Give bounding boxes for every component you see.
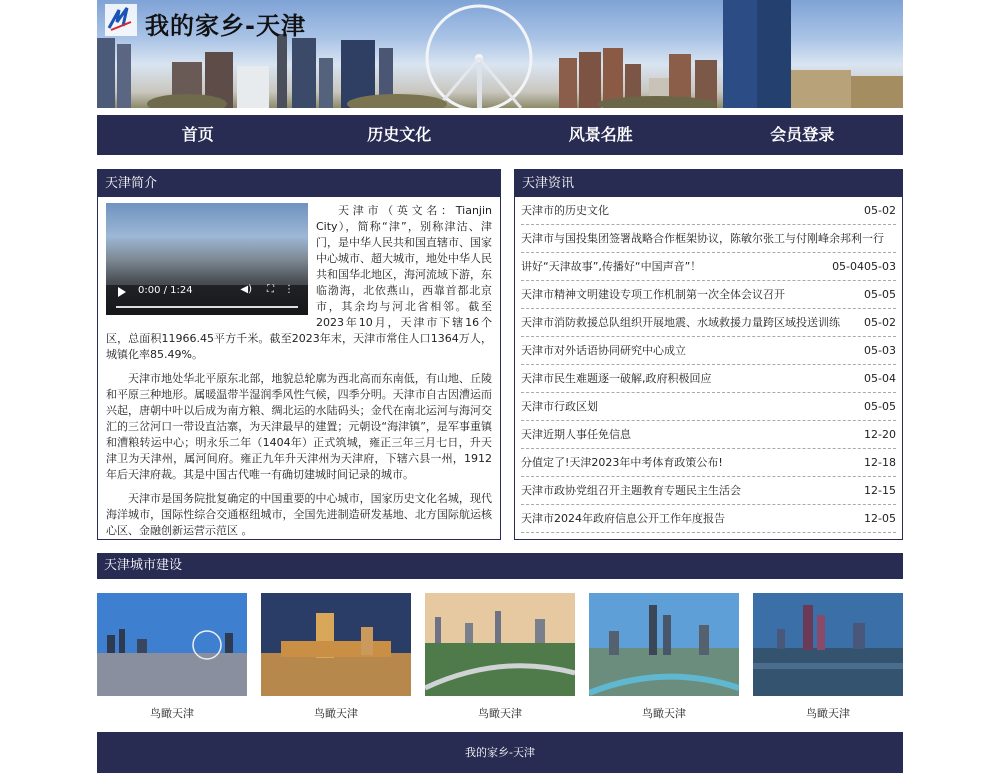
news-item[interactable]: 天津市民生难题逐一破解,政府积极回应 05-04 — [521, 366, 896, 393]
header-banner — [97, 0, 903, 108]
tianjin-logo[interactable] — [105, 4, 137, 36]
aerial-photo[interactable] — [261, 593, 411, 696]
volume-icon[interactable]: ◀) — [240, 284, 252, 295]
gallery-card[interactable] — [97, 593, 247, 721]
aerial-photo[interactable] — [425, 593, 575, 696]
gallery-card[interactable] — [589, 593, 739, 721]
aerial-photo[interactable] — [97, 593, 247, 696]
news-item[interactable]: 天津市政协党组召开主题教育专题民主生活会 12-15 — [521, 478, 896, 505]
city-build-gallery — [97, 593, 903, 721]
aerial-photo[interactable] — [753, 593, 903, 696]
intro-video-player[interactable] — [106, 203, 308, 315]
intro-paragraph: 天津市地处华北平原东北部，地貌总轮廓为西北高而东南低，有山地、丘陵和平原三种地形。属暖温带半湿润季风性气候，四季分明。天津市自古因漕运而兴起，唐朝中叶以后成为南方粮、绸北运的水陆码头；金代在南北运河与海河交汇的三岔河口一带设直沽寨，为天津最早的建置；元朝设“海津镇”，是军事重镇和漕粮转运中心；明永乐二年（1404年）正式筑城，雍正三年三月七日，升天津卫为天津州，属河间府。雍正九年升天津州为天津府，下辖六县一州，1912年后天津府裁。其是中国古代唯一有确切建城时间记录的城市。 — [106, 372, 492, 481]
site-title: 我的家乡-天津 — [145, 12, 306, 40]
photo-caption: 鸟瞰天津 — [314, 707, 358, 720]
news-item[interactable]: 天津市与国投集团签署战略合作框架协议，陈敏尔张工与付刚峰余邦利一行 — [521, 226, 896, 253]
gallery-card[interactable] — [753, 593, 903, 721]
footer: 我的家乡-天津 — [97, 732, 903, 773]
news-item[interactable]: 天津市行政区划 05-05 — [521, 394, 896, 421]
news-item[interactable]: 分值定了!天津2023年中考体育政策公布! 12-18 — [521, 450, 896, 477]
gallery-card[interactable] — [425, 593, 575, 721]
fullscreen-icon[interactable]: ⛶ — [267, 284, 274, 295]
play-icon[interactable] — [118, 287, 126, 297]
nav-history-culture[interactable]: 历史文化 — [367, 125, 432, 144]
news-item[interactable]: 讲好“天津故事”,传播好“中国声音”！ 05-0405-03 — [521, 254, 896, 281]
nav-scenic-spots[interactable]: 风景名胜 — [568, 125, 633, 144]
intro-paragraph: 天津市（英文名：Tianjin City），简称“津”，别称津沽、津门，是中华人民共和国直辖市、国家中心城市、超大城市，地处中华人民共和国华北地区，海河流域下游，东临渤海，北依燕山，西靠首都北京市，其余均与河北省相邻。截至2023年10月，天津市下辖16个区，总面积11966.45平方千米。截至2023年末，天津市常住人口1364万人，城镇化率85.49%。 — [106, 204, 492, 361]
video-progress-bar[interactable] — [116, 306, 298, 308]
main-nav — [97, 115, 903, 155]
gallery-card[interactable] — [261, 593, 411, 721]
intro-panel — [97, 169, 501, 540]
news-item[interactable]: 天津市2024年政府信息公开工作年度报告 12-05 — [521, 506, 896, 533]
nav-home[interactable]: 首页 — [181, 125, 214, 144]
more-options-icon[interactable]: ⋮ — [284, 284, 294, 295]
video-time: 0:00 / 1:24 — [138, 285, 193, 296]
news-list — [515, 198, 902, 533]
nav-member-login[interactable]: 会员登录 — [770, 125, 835, 144]
photo-caption: 鸟瞰天津 — [478, 707, 522, 720]
news-item[interactable]: 天津近期人事任免信息 12-20 — [521, 422, 896, 449]
news-item[interactable]: 天津市的历史文化 05-02 — [521, 198, 896, 225]
news-item[interactable]: 天津市精神文明建设专项工作机制第一次全体会议召开 05-05 — [521, 282, 896, 309]
photo-caption: 鸟瞰天津 — [806, 707, 850, 720]
news-title: 天津资讯 — [515, 170, 902, 197]
intro-title: 天津简介 — [98, 170, 500, 197]
news-panel — [514, 169, 903, 540]
intro-paragraph: 天津市是国务院批复确定的中国重要的中心城市，国家历史文化名城，现代海洋城市，国际性综合交通枢纽城市，全国先进制造研发基地、北方国际航运核心区、金融创新运营示范区 。 — [106, 492, 492, 537]
city-build-title: 天津城市建设 — [97, 553, 903, 579]
news-item[interactable]: 天津市对外话语协同研究中心成立 05-03 — [521, 338, 896, 365]
aerial-photo[interactable] — [589, 593, 739, 696]
photo-caption: 鸟瞰天津 — [642, 707, 686, 720]
news-item[interactable]: 天津市消防救援总队组织开展地震、水域救援力量跨区域投送训练 05-02 — [521, 310, 896, 337]
photo-caption: 鸟瞰天津 — [150, 707, 194, 720]
